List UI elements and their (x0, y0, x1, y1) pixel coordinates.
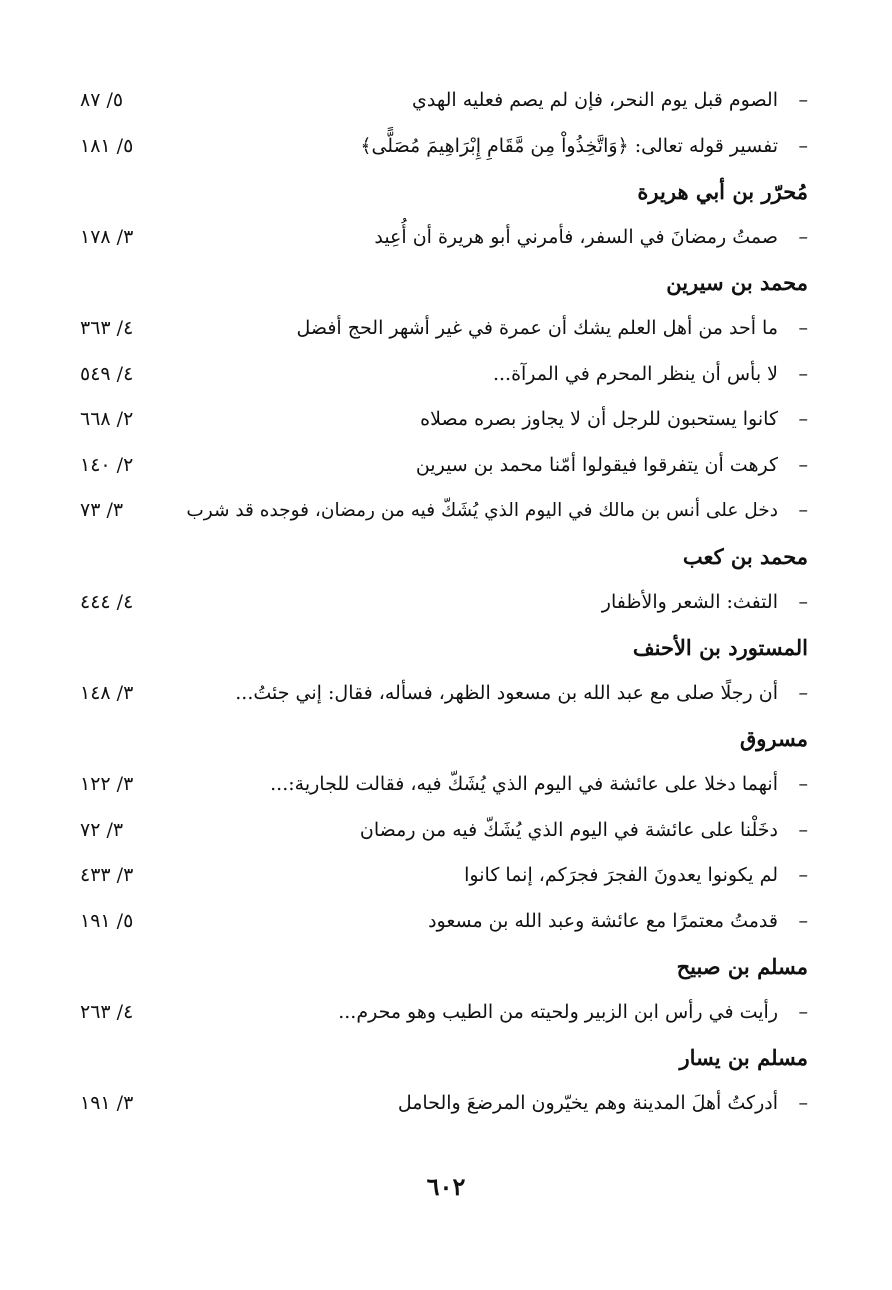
narrator-name: مسلم بن صبيح (676, 954, 808, 980)
narrator-name: مُحرّر بن أبي هريرة (637, 179, 808, 205)
volume-page-reference: ٤/ ٥٤٩ (80, 362, 134, 385)
volume-page-reference: ٣/ ١٧٨ (80, 225, 134, 248)
index-entry (80, 306, 808, 352)
volume-page-reference: ٣/ ٧٢ (80, 818, 124, 841)
index-entry (80, 853, 808, 899)
entry-text: رأيت في رأس ابن الزبير ولحيته من الطيب وهو محرم... (338, 1000, 778, 1023)
entry-dash: – (798, 408, 808, 431)
volume-page-reference: ٣/ ١٩١ (80, 1092, 134, 1115)
narrator-name: مسلم بن يسار (679, 1045, 808, 1071)
entry-dash: – (798, 1092, 808, 1115)
entry-text: كانوا يستحبون للرجل أن لا يجاوز بصره مصلاه (420, 408, 778, 431)
volume-page-reference: ٥/ ١٩١ (80, 909, 134, 932)
index-entry (80, 78, 808, 124)
entry-dash: – (798, 453, 808, 476)
index-entry (80, 899, 808, 945)
entry-dash: – (798, 499, 808, 522)
narrator-name: المستورد بن الأحنف (632, 635, 808, 661)
index-entry (80, 443, 808, 489)
index-entry (80, 215, 808, 261)
entry-text: التفث: الشعر والأظفار (601, 590, 778, 613)
volume-page-reference: ٤/ ٣٦٣ (80, 316, 134, 339)
entry-text: صمتُ رمضانَ في السفر، فأمرني أبو هريرة أن أُعِيد (374, 225, 778, 248)
narrator-name: محمد بن كعب (682, 543, 808, 569)
entry-text: دخل على أنس بن مالك في اليوم الذي يُشَكّ فيه من رمضان، فوجده قد شرب (186, 500, 778, 522)
entry-dash: – (798, 590, 808, 613)
entry-dash: – (798, 362, 808, 385)
entry-dash: – (798, 1000, 808, 1023)
entry-dash: – (798, 89, 808, 111)
volume-page-reference: ٣/ ١٢٢ (80, 772, 134, 795)
index-entry (80, 352, 808, 398)
entry-text: أدركتُ أهلَ المدينة وهم يخيّرون المرضعَ والحامل (397, 1092, 778, 1115)
narrator-name: محمد بن سيرين (666, 270, 808, 296)
narrator-heading (80, 169, 808, 215)
volume-page-reference: ٤/ ٢٦٣ (80, 1000, 134, 1023)
page-number: ٦٠٢ (426, 1172, 466, 1201)
index-entry (80, 488, 808, 534)
entry-text: ما أحد من أهل العلم يشك أن عمرة في غير أشهر الحج أفضل (296, 316, 778, 339)
entry-text: كرهت أن يتفرقوا فيقولوا أمّنا محمد بن سيرين (415, 453, 778, 476)
entry-dash: – (798, 134, 808, 157)
entry-text: أن رجلًا صلى مع عبد الله بن مسعود الظهر، فسأله، فقال: إني جئتُ... (235, 681, 778, 704)
index-entry (80, 990, 808, 1036)
index-entry (80, 397, 808, 443)
index-list (80, 78, 808, 1127)
narrator-heading (80, 625, 808, 671)
entry-dash: – (798, 818, 808, 841)
entry-text: قدمتُ معتمرًا مع عائشة وعبد الله بن مسعود (428, 909, 778, 932)
entry-text: أنهما دخلا على عائشة في اليوم الذي يُشَكّ فيه، فقالت للجارية:... (270, 772, 778, 795)
volume-page-reference: ٢/ ١٤٠ (80, 453, 134, 476)
entry-dash: – (798, 772, 808, 795)
narrator-name: مسروق (739, 726, 808, 752)
index-entry (80, 762, 808, 808)
volume-page-reference: ٥/ ١٨١ (80, 134, 134, 157)
volume-page-reference: ٣/ ٤٣٣ (80, 864, 134, 887)
index-entry (80, 580, 808, 626)
narrator-heading (80, 716, 808, 762)
entry-text: دخَلْنا على عائشة في اليوم الذي يُشَكّ فيه من رمضان (359, 818, 778, 841)
entry-text: لا بأس أن ينظر المحرم في المرآة... (492, 362, 778, 385)
entry-dash: – (798, 909, 808, 932)
narrator-heading (80, 944, 808, 990)
entry-text: لم يكونوا يعدونَ الفجرَ فجرَكم، إنما كانوا (464, 864, 778, 887)
entry-dash: – (798, 864, 808, 887)
volume-page-reference: ٣/ ١٤٨ (80, 681, 134, 704)
narrator-heading (80, 534, 808, 580)
volume-page-reference: ٢/ ٦٦٨ (80, 408, 134, 431)
entry-text: تفسير قوله تعالى: ﴿وَاتَّخِذُواْ مِن مَّقَامِ إِبْرَاهِيمَ مُصَلًّى﴾ (360, 134, 778, 157)
volume-page-reference: ٥/ ٨٧ (80, 89, 124, 111)
entry-text: الصوم قبل يوم النحر، فإن لم يصم فعليه الهدي (412, 89, 778, 111)
entry-dash: – (798, 681, 808, 704)
narrator-heading (80, 260, 808, 306)
narrator-heading (80, 1035, 808, 1081)
entry-dash: – (798, 225, 808, 248)
index-entry (80, 1081, 808, 1127)
entry-dash: – (798, 316, 808, 339)
volume-page-reference: ٣/ ٧٣ (80, 499, 124, 522)
index-entry (80, 124, 808, 170)
index-entry (80, 671, 808, 717)
volume-page-reference: ٤/ ٤٤٤ (80, 590, 134, 613)
index-entry (80, 808, 808, 854)
